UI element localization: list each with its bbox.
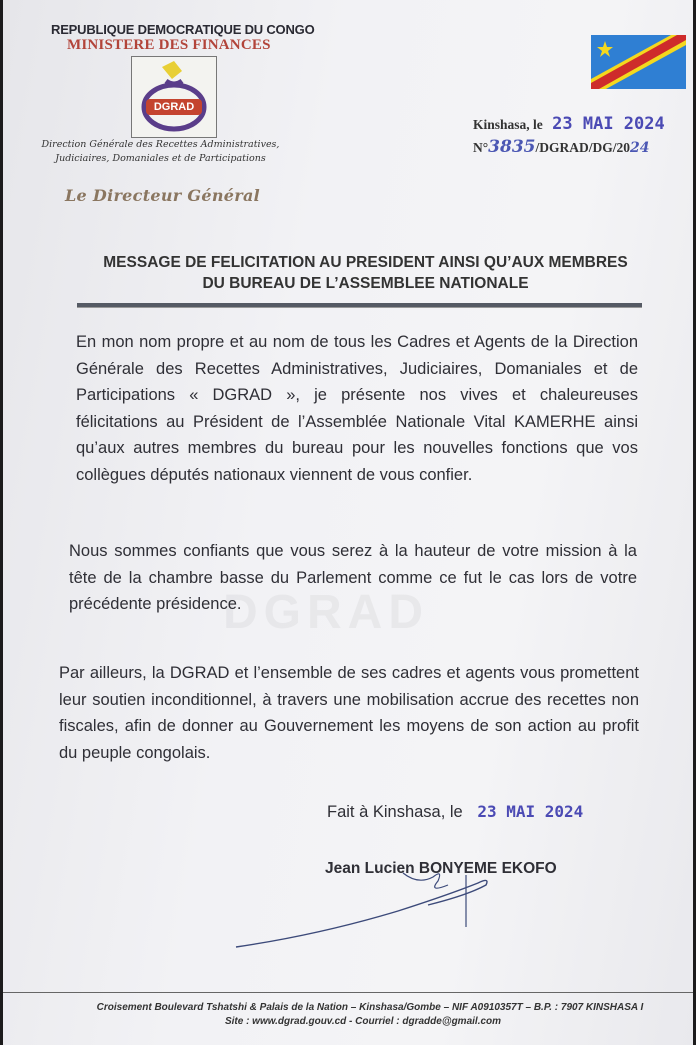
- drc-flag-icon: [591, 35, 686, 89]
- closing-place-date: [327, 802, 583, 822]
- closing-date-stamp: 23 MAI 2024: [477, 802, 584, 821]
- letter-page: [3, 0, 693, 1045]
- director-general-title: Le Directeur Général: [65, 186, 261, 205]
- reference-number: [473, 137, 649, 157]
- letter-title: [63, 252, 668, 294]
- body-paragraph-2: Nous sommes confiants que vous serez à la hauteur de votre mission à la tête de la chambre basse du Parlement comme ce fut le cas lors de votre précédente présidence.: [69, 542, 637, 613]
- closing-place: Fait à Kinshasa, le: [327, 803, 463, 821]
- title-line-2: DU BUREAU DE L’ASSEMBLEE NATIONALE: [202, 275, 529, 292]
- dgrad-logo: [131, 56, 217, 138]
- title-underline: [77, 303, 642, 308]
- body-paragraph-1: En mon nom propre et au nom de tous les Cadres et Agents de la Direction Générale des Recettes Administratives, Judiciaires, Domaniales et de Participations « DGRAD », je présente nos vives et chaleureuses félicitations au Président de l’Assemblée Nationale Vital KAMERHE ainsi qu’aux autres membres du bureau pour les nouvelles fonctions que vos collègues députés nationaux viennent de vous confier.: [76, 333, 638, 484]
- reference-handwritten-year: 24: [629, 140, 650, 156]
- body-paragraph-3: Par ailleurs, la DGRAD et l’ensemble de ses cadres et agents vous promettent leur soutien inconditionnel, à travers une mobilisation accrue des recettes non fiscales, afin de donner au Gouvernement les moyens de son action au profit du peuple congolais.: [59, 664, 639, 762]
- footer-divider: [3, 992, 693, 993]
- direction-name: [23, 138, 298, 166]
- republic-heading: REPUBLIQUE DEMOCRATIQUE DU CONGO: [51, 22, 315, 37]
- ministry-heading: MINISTERE DES FINANCES: [67, 37, 271, 53]
- date-stamp: 23 MAI 2024: [552, 114, 665, 134]
- reference-suffix: /DGRAD/DG/20: [535, 140, 630, 155]
- reference-prefix: N°: [473, 140, 489, 155]
- direction-line-2: Judiciaires, Domaniales et de Participations: [55, 153, 266, 164]
- dateline: [473, 114, 665, 134]
- dgrad-emblem-icon: [132, 57, 216, 137]
- reference-handwritten-number: 3835: [488, 137, 536, 157]
- direction-line-1: Direction Générale des Recettes Administratives,: [41, 139, 280, 150]
- dateline-place: Kinshasa, le: [473, 117, 543, 132]
- title-line-1: MESSAGE DE FELICITATION AU PRESIDENT AINSI QU’AUX MEMBRES: [103, 254, 628, 271]
- watermark: DGRAD: [223, 586, 429, 639]
- signer-name: Jean Lucien BONYEME EKOFO: [325, 860, 557, 877]
- footer-contact: Site : www.dgrad.gouv.cd - Courriel : dgradde@gmail.com: [224, 1016, 502, 1027]
- logo-text: DGRAD: [153, 101, 195, 113]
- footer-address: Croisement Boulevard Tshatshi & Palais de la Nation – Kinshasa/Gombe – NIF A0910357T – B.P. : 7907 KINSHASA I: [96, 1002, 644, 1013]
